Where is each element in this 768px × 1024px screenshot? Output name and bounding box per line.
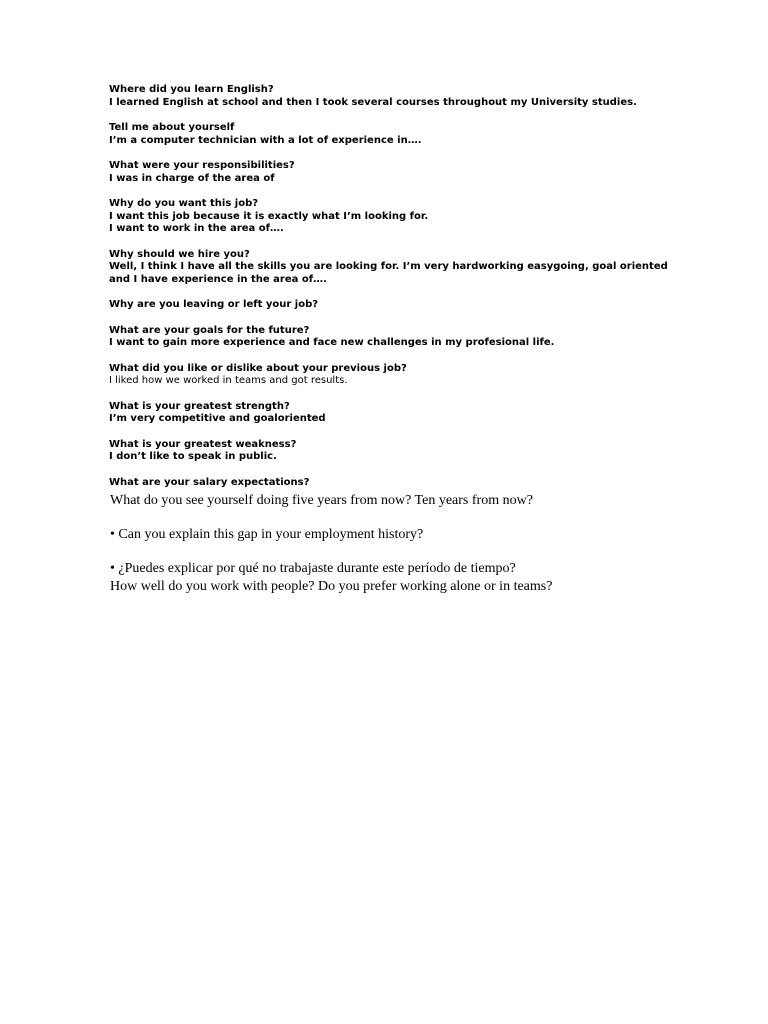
question: What are your goals for the future? (109, 324, 310, 336)
question: Where did you learn English? (109, 84, 274, 95)
interview-qa-list (109, 84, 669, 502)
answer: I was in charge of the area of (109, 172, 275, 184)
answer: I’m a computer technician with a lot of experience in…. (109, 134, 422, 146)
qa-block (109, 299, 669, 312)
answer: I want to gain more experience and face new challenges in my profesional life. (109, 337, 555, 348)
question: What were your responsibilities? (109, 160, 295, 171)
answer: I want this job because it is exactly what I’m looking for. (109, 210, 429, 222)
question-employment-gap: • Can you explain this gap in your employment history? (110, 527, 424, 542)
qa-block (109, 439, 669, 464)
answer: I learned English at school and then I took several courses throughout my University studies. (109, 96, 637, 108)
qa-block (109, 160, 669, 185)
qa-block (109, 249, 669, 287)
qa-block (109, 198, 669, 236)
answer: I liked how we worked in teams and got results. (109, 375, 348, 386)
question-teamwork: How well do you work with people? Do you prefer working alone or in teams? (110, 579, 553, 594)
answer: I’m very competitive and goaloriented (109, 413, 326, 424)
qa-block (109, 477, 669, 490)
question-employment-gap-spanish: • ¿Puedes explicar por qué no trabajaste durante este período de tiempo? (110, 561, 516, 576)
question: What are your salary expectations? (109, 476, 310, 488)
answer: I don’t like to speak in public. (109, 451, 277, 462)
qa-block (109, 325, 669, 350)
question: What did you like or dislike about your previous job? (109, 362, 407, 374)
question: Why do you want this job? (109, 198, 259, 209)
qa-block (109, 363, 669, 388)
question-five-years: What do you see yourself doing five years from now? Ten years from now? (110, 493, 533, 508)
answer: and I have experience in the area of…. (109, 273, 327, 285)
spacer (110, 544, 710, 560)
additional-questions (110, 492, 710, 596)
question: Why should we hire you? (109, 248, 250, 260)
answer: I want to work in the area of…. (109, 223, 284, 234)
question: Why are you leaving or left your job? (109, 299, 319, 310)
question: Tell me about yourself (109, 122, 235, 133)
spacer (110, 510, 710, 526)
question: What is your greatest weakness? (109, 438, 297, 450)
qa-block (109, 401, 669, 426)
qa-block (109, 122, 669, 147)
question: What is your greatest strength? (109, 400, 290, 412)
answer: Well, I think I have all the skills you are looking for. I’m very hardworking easygoing, goal oriented (109, 261, 668, 272)
qa-block (109, 84, 669, 109)
